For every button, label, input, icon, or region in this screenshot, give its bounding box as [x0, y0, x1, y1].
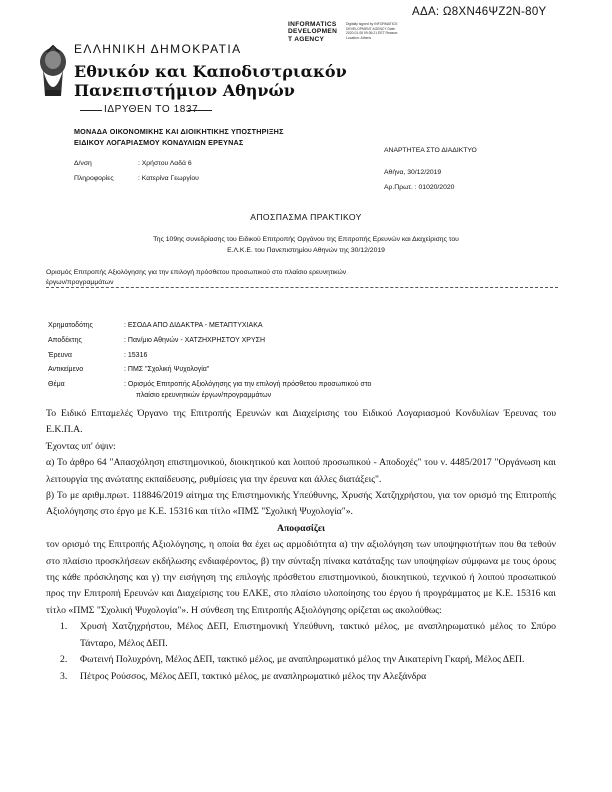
meta-value: : Ορισμός Επιτροπής Αξιολόγησης για την επιλογή πρόσθετου προσωπικού στο [124, 381, 372, 388]
unit-name [74, 126, 284, 148]
contact-value: : Χρήστου Λαδά 6 [138, 160, 192, 167]
session-line: Ε.Λ.Κ.Ε. του Πανεπιστημίου Αθηνών της 30/12/2019 [227, 247, 385, 254]
posting-note: ΑΝΑΡΤΗΤΕΑ ΣΤΟ ΔΙΑΔΙΚΤΥΟ [384, 147, 477, 154]
stamp-line: INFORMATICS [288, 21, 337, 28]
clause-b: β) Το με αριθμ.πρωτ. 118846/2019 αίτημα της Επιστημονικής Υπεύθυνης, Χρυσής Χατζηχρήστου, για τον ορισμό της Επιτροπής Αξιολόγησης στο έργο με Κ.Ε. 15316 και τίτλο «ΠΜΣ "Σχολική Ψυχολογία"». [46, 490, 556, 518]
list-item [60, 652, 556, 668]
subject-line: Ορισμός Επιτροπής Αξιολόγησης για την επιλογή πρόσθετου προσωπικού στο πλαίσιο ερευνητικών [46, 269, 347, 276]
meta-value: : Παν/μιο Αθηνών - ΧΑΤΖΗΧΡΗΣΤΟΥ ΧΡΥΣΗ [124, 337, 266, 344]
university-line2: Πανεπιστήμιον Αθηνών [74, 81, 295, 100]
having-line: Έχοντας υπ' όψιν: [46, 440, 116, 452]
meta-label: Χρηματοδότης [48, 322, 93, 329]
meta-label: Θέμα [48, 381, 65, 388]
divider [46, 287, 558, 288]
founded-text: ΙΔΡΥΘΕΝ ΤΟ 1837 [104, 104, 199, 115]
university-seal-icon [35, 44, 71, 100]
document-date: Αθήνα, 30/12/2019 [384, 169, 442, 176]
item-number: 3. [60, 670, 68, 682]
members-list [46, 619, 556, 685]
protocol-number: Αρ.Πρωτ. : 01020/2020 [384, 184, 455, 191]
contact-label: Δ/νση [74, 160, 92, 167]
clause-a: α) Το άρθρο 64 "Απασχόληση επιστημονικού, διοικητικού και λοιπού προσωπικού - Αποδοχές" του ν. 4485/2017 "Οργάνωση και λειτουργία της ανώτατης εκπαίδευσης, ρυθμίσεις για την έρευνα και άλλες διατάξεις". [46, 457, 556, 485]
stamp-line: DEVELOPMEN [288, 28, 338, 36]
decides-heading: Αποφασίζει [276, 522, 326, 534]
document-body [46, 406, 556, 685]
contact-value: : Κατερίνα Γεωργίου [138, 175, 199, 182]
session-line: Της 109ης συνεδρίασης του Ειδικού Επιτροπής Οργάνου της Επιτροπής Ερευνών και Διαχείρισης του [153, 236, 459, 243]
meta-label: Αντικείμενο [48, 366, 84, 373]
ada-code: ΑΔΑ: Ω8ΧΝ46ΨΖ2Ν-80Υ [412, 6, 547, 18]
meta-value: : ΕΣΟΔΑ ΑΠΟ ΔΙΔΑΚΤΡΑ - ΜΕΤΑΠΤΥΧΙΑΚΑ [124, 322, 263, 329]
item-number: 1. [60, 621, 68, 633]
item-text: Πέτρος Ρούσσος, Μέλος ΔΕΠ, τακτικό μέλος, με αναπληρωματικό μέλος την Αλεξάνδρα [80, 670, 427, 682]
university-name [74, 62, 347, 100]
item-text: Φωτεινή Πολυχρόνη, Μέλος ΔΕΠ, τακτικό μέλος, με αναπληρωματικό μέλος την Αικατερίνη Γκαρή, Μέλος ΔΕΠ. [80, 654, 525, 666]
item-text: Χρυσή Χατζηχρήστου, Μέλος ΔΕΠ, Επιστημονική Υπεύθυνη, τακτικό μέλος, με αναπληρωματικό μέλος το Σπύρο Τάνταρο, Μέλος ΔΕΠ. [80, 621, 556, 649]
stamp-line: T AGENCY [288, 35, 325, 43]
divider [80, 110, 102, 111]
unit-line1: ΜΟΝΑΔΑ ΟΙΚΟΝΟΜΙΚΗΣ ΚΑΙ ΔΙΟΙΚΗΤΙΚΗΣ ΥΠΟΣΤΗΡΙΞΗΣ [74, 127, 284, 136]
signature-stamp-text [288, 21, 337, 43]
item-number: 2. [60, 654, 68, 666]
divider [188, 110, 212, 111]
subject-line: έργων/προγραμμάτων [46, 279, 114, 286]
meta-value: : 15316 [124, 352, 148, 359]
university-line1: Εθνικόν και Καποδιστριακόν [74, 62, 347, 81]
meta-label: Αποδέκτης [48, 337, 82, 344]
meta-label: Έρευνα [48, 352, 72, 359]
document-title: ΑΠΟΣΠΑΣΜΑ ΠΡΑΚΤΙΚΟΥ [250, 212, 362, 222]
meta-value: πλαίσιο ερευνητικών έργων/προγραμμάτων [136, 392, 272, 399]
list-item [60, 669, 556, 685]
contact-label: Πληροφορίες [74, 175, 114, 182]
country-name: ΕΛΛΗΝΙΚΗ ΔΗΜΟΚΡΑΤΙΑ [74, 42, 242, 56]
list-item [60, 619, 556, 652]
decision-paragraph: τον ορισμό της Επιτροπής Αξιολόγησης, η οποία θα έχει ως αρμοδιότητα α) την αξιολόγηση των υποψηφιοτήτων που θα τεθούν στο πλαίσιο προσκλήσεων εκδήλωσης ενδιαφέροντος, β) την σύνταξη πίνακα κατάταξης των υποψηφίων σύμφωνα με τους όρους της κάθε πρόσκλησης και γ) την εισήγηση της επιλογής πρόσθετου επιστημονικού, διοικητικού, τεχνικού ή λοιπού προσωπικού προς την Επιτροπή Ερευνών και Διαχείρισης του ΕΛΚΕ, στο πλαίσιο υλοποίησης του έργου ή προγράμματος με Κ.Ε. 15316 και τίτλο «ΠΜΣ "Σχολική Ψυχολογία"». Η σύνθεση της Επιτροπής Αξιολόγησης ορίζεται ως ακολούθως: [46, 539, 556, 616]
meta-value: : ΠΜΣ "Σχολική Ψυχολογία" [124, 366, 210, 373]
unit-line2: ΕΙΔΙΚΟΥ ΛΟΓΑΡΙΑΣΜΟΥ ΚΟΝΔΥΛΙΩΝ ΕΡΕΥΝΑΣ [74, 138, 244, 147]
intro-paragraph: Το Ειδικό Επταμελές Όργανο της Επιτροπής Ερευνών και Διαχείρισης του Ειδικού Λογαριασμού Κονδυλίων Έρευνας του Ε.Κ.Π.Α. [46, 408, 556, 436]
signature-details: Digitally signed by INFORMATICS DEVELOPMENT AGENCY Date: 2020.01.08 09:36:21 EET Reason: Location: Athens [346, 22, 399, 40]
